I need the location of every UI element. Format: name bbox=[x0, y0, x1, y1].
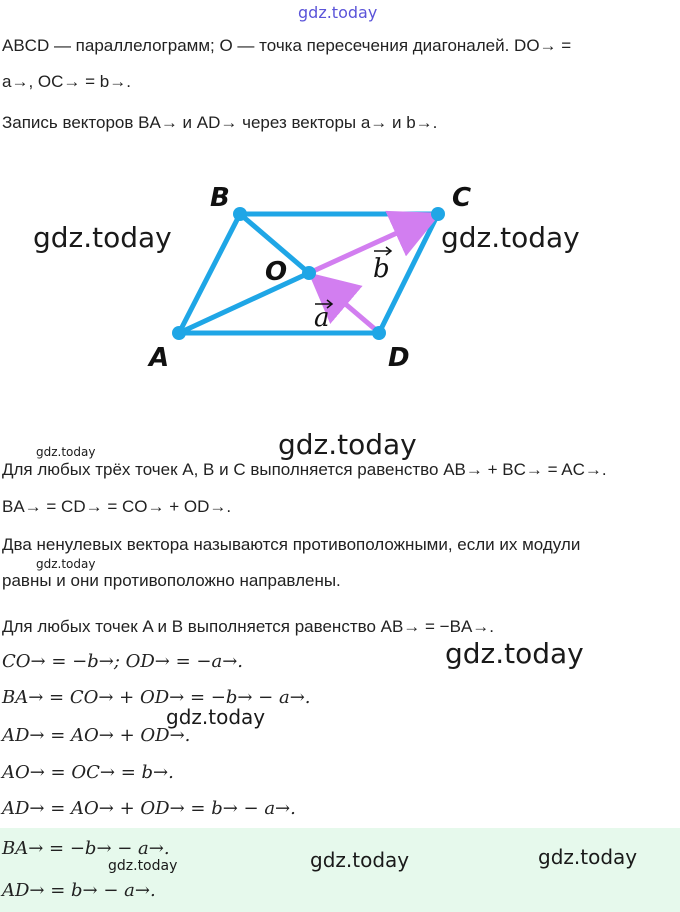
line-12: AO→ = OC→ = b→. bbox=[2, 762, 174, 783]
line-13: AD→ = AO→ + OD→ = b→ − a→. bbox=[2, 798, 296, 819]
label-A: A bbox=[149, 343, 170, 373]
label-O: O bbox=[265, 257, 288, 287]
label-D: D bbox=[388, 343, 410, 373]
watermark-right-2: gdz.today bbox=[445, 637, 584, 670]
line-7: равны и они противоположно направлены. bbox=[2, 571, 341, 590]
line-10: BA→ = CO→ + OD→ = −b→ − a→. bbox=[2, 687, 311, 708]
watermark-center: gdz.today bbox=[278, 428, 417, 461]
label-C: C bbox=[452, 183, 472, 213]
line-4: Для любых трёх точек A, B и C выполняется равенство AB→ + BC→ = AC→. bbox=[2, 460, 607, 479]
parallelogram-diagram bbox=[0, 0, 680, 420]
diagonal-AO bbox=[179, 273, 309, 333]
watermark-left: gdz.today bbox=[33, 221, 172, 254]
point-C bbox=[431, 207, 445, 221]
answer-line-1: BA→ = −b→ − a→. bbox=[2, 838, 170, 859]
line-3: Запись векторов BA→ и AD→ через векторы a→ и b→. bbox=[2, 113, 438, 132]
watermark-answer-1: gdz.today bbox=[310, 848, 410, 872]
point-A bbox=[172, 326, 186, 340]
line-5: BA→ = CD→ = CO→ + OD→. bbox=[2, 497, 232, 516]
answer-line-2: AD→ = b→ − a→. bbox=[2, 880, 156, 901]
line-9: CO→ = −b→; OD→ = −a→. bbox=[2, 651, 244, 672]
line-11: AD→ = AO→ + OD→. bbox=[2, 725, 191, 746]
line-1: ABCD — параллелограмм; O — точка пересечения диагоналей. DO→ = bbox=[2, 36, 572, 55]
watermark-answer-2: gdz.today bbox=[538, 845, 638, 869]
label-B: B bbox=[210, 183, 230, 213]
point-B bbox=[233, 207, 247, 221]
watermark-top: gdz.today bbox=[298, 3, 378, 22]
watermark-answer-3: gdz.today bbox=[108, 858, 178, 874]
line-8: Для любых точек A и B выполняется равенство AB→ = −BA→. bbox=[2, 617, 495, 636]
watermark-mid: gdz.today bbox=[166, 705, 266, 729]
point-D bbox=[372, 326, 386, 340]
line-6: Два ненулевых вектора называются противоположными, если их модули bbox=[2, 535, 581, 554]
point-O bbox=[302, 266, 316, 280]
watermark-small-1: gdz.today bbox=[36, 445, 96, 459]
line-2: a→, OC→ = b→. bbox=[2, 72, 131, 91]
watermark-small-2: gdz.today bbox=[36, 557, 96, 571]
watermark-right: gdz.today bbox=[441, 221, 580, 254]
label-vector-a: a bbox=[314, 303, 330, 333]
label-vector-b: b bbox=[373, 254, 390, 284]
